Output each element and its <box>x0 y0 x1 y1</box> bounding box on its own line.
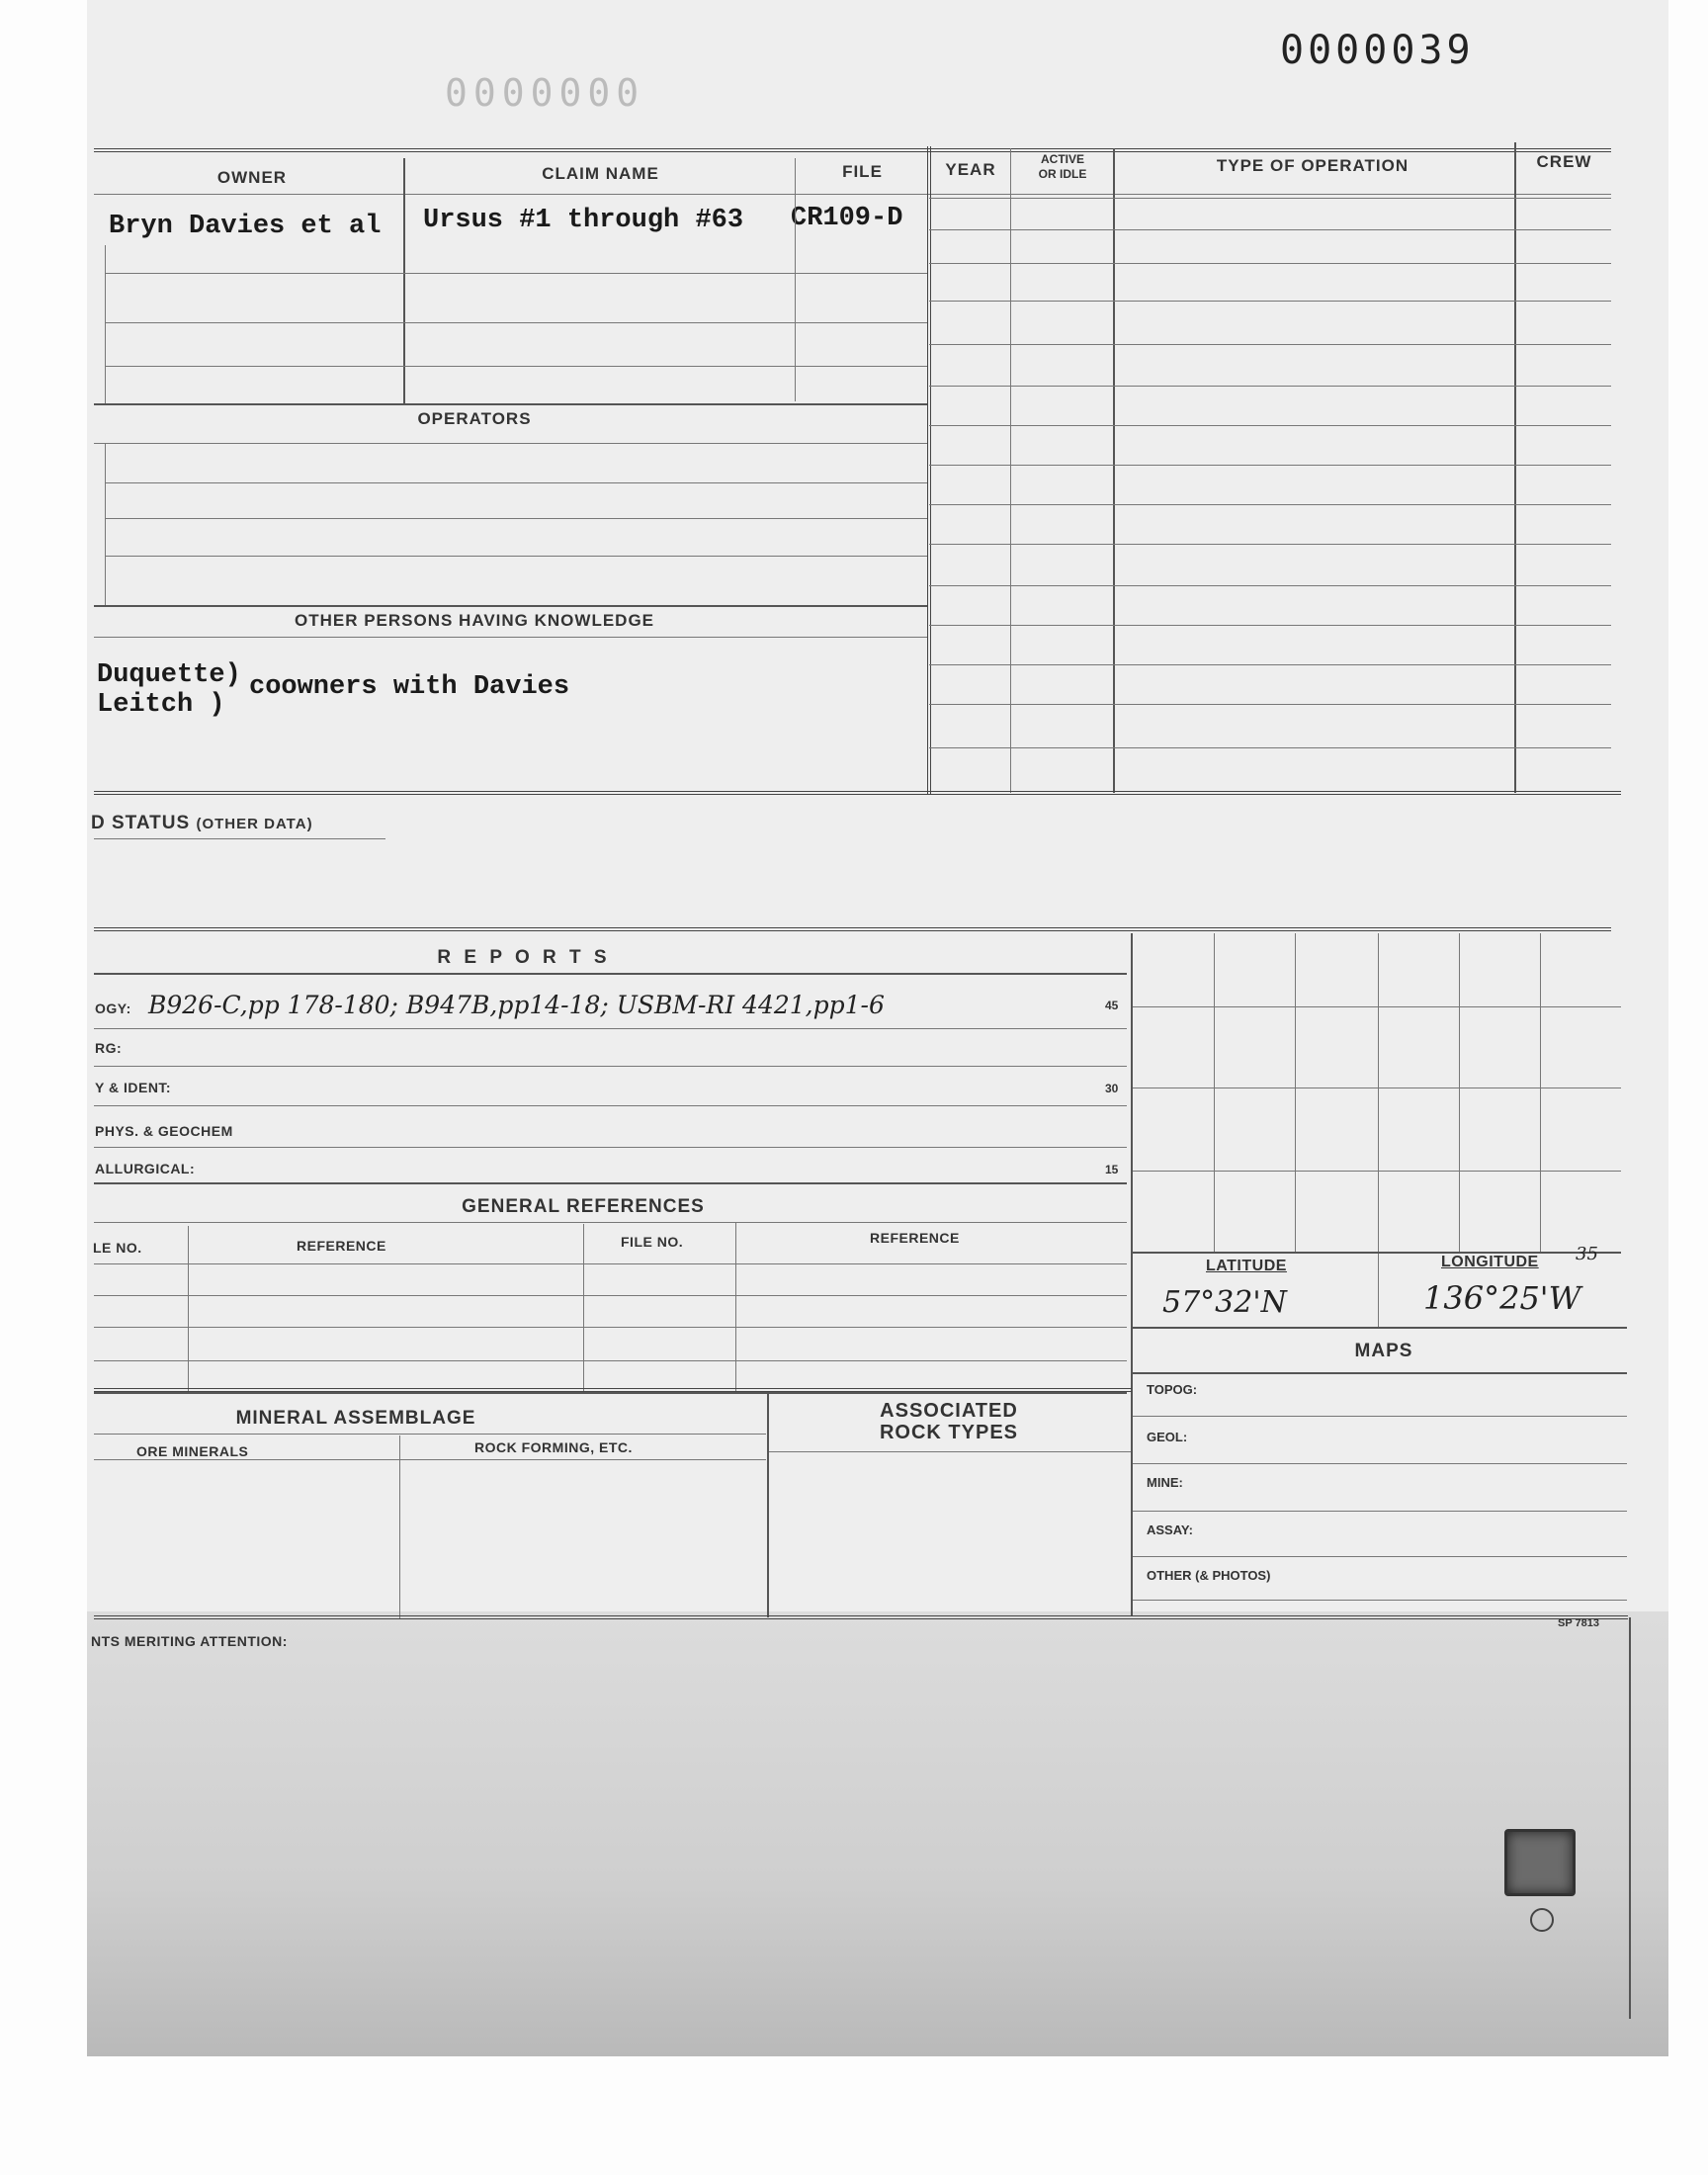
row-rule <box>929 747 1611 748</box>
file-value: CR109-D <box>791 204 903 233</box>
col-divider <box>1113 148 1115 793</box>
maps-assay-label: ASSAY: <box>1147 1522 1193 1537</box>
gen-ref-col-file-no: LE NO. <box>93 1240 142 1256</box>
row-rule <box>929 664 1611 665</box>
section-rule <box>94 791 1621 795</box>
row-rule <box>94 1066 1127 1067</box>
row-rule <box>1133 1416 1627 1417</box>
status-header-text: D STATUS <box>91 813 191 833</box>
grid-border <box>1131 933 1133 1615</box>
general-references-header: GENERAL REFERENCES <box>462 1196 705 1217</box>
col-divider <box>188 1226 189 1394</box>
row-rule <box>1133 1463 1627 1464</box>
row-rule <box>94 1105 1127 1106</box>
assoc-line-2: ROCK TYPES <box>879 1422 1019 1443</box>
row-rule <box>105 482 927 483</box>
section-rule <box>94 1388 1132 1392</box>
row-rule <box>94 403 927 405</box>
row-rule <box>929 585 1611 586</box>
operators-header: OPERATORS <box>417 409 532 428</box>
col-divider <box>927 146 931 795</box>
report-label-assay: Y & IDENT: <box>95 1080 172 1095</box>
maps-mine-label: MINE: <box>1147 1475 1183 1490</box>
row-rule <box>94 1182 1127 1184</box>
scanned-shading <box>87 1611 1668 2056</box>
report-label-geophys: PHYS. & GEOCHEM <box>95 1123 233 1139</box>
owner-value: Bryn Davies et al <box>109 212 382 241</box>
ore-minerals-header: ORE MINERALS <box>136 1443 249 1459</box>
coowners-note: coowners with Davies <box>249 672 570 702</box>
row-rule <box>94 1028 1127 1029</box>
row-rule <box>929 465 1611 466</box>
grid-line <box>1214 933 1215 1254</box>
longitude-note: 35 <box>1576 1244 1598 1264</box>
row-rule <box>1133 1511 1627 1512</box>
row-rule <box>94 1434 766 1435</box>
col-divider <box>399 1436 400 1619</box>
status-header <box>91 813 313 834</box>
row-rule <box>94 973 1127 975</box>
row-rule <box>94 637 927 638</box>
active-header-bottom: OR IDLE <box>1038 167 1087 181</box>
row-rule <box>105 518 927 519</box>
crew-header: CREW <box>1536 152 1592 171</box>
status-subheader: (OTHER DATA) <box>196 816 313 832</box>
grid-line <box>1133 1006 1621 1007</box>
gen-ref-col-file-no-2: FILE NO. <box>621 1234 684 1250</box>
maps-other-label: OTHER (& PHOTOS) <box>1147 1568 1271 1583</box>
col-divider <box>1010 148 1011 793</box>
scale-label: 45 <box>1105 999 1119 1012</box>
gen-ref-col-reference-2: REFERENCE <box>870 1230 960 1246</box>
col-divider <box>105 443 106 605</box>
report-label-metallurgical: ALLURGICAL: <box>95 1161 196 1176</box>
maps-geol-label: GEOL: <box>1147 1430 1188 1444</box>
scale-label: 30 <box>1105 1082 1119 1095</box>
claim-name-value: Ursus #1 through #63 <box>423 206 744 235</box>
other-person-leitch: Leitch ) <box>97 690 225 720</box>
right-edge <box>1629 1617 1631 2019</box>
grid-line <box>1459 933 1460 1254</box>
points-meriting-attention-label: NTS MERITING ATTENTION: <box>91 1633 288 1649</box>
grid-line <box>1133 1252 1621 1254</box>
document-number-stamp: 0000039 <box>1280 28 1475 73</box>
faint-number-stamp: 0000000 <box>445 71 645 115</box>
row-rule <box>94 1295 1127 1296</box>
row-rule <box>929 386 1611 387</box>
grid-line <box>1295 933 1296 1254</box>
row-rule <box>94 605 927 607</box>
row-rule <box>1133 1556 1627 1557</box>
other-person-duquette: Duquette) <box>97 660 241 690</box>
row-rule <box>94 1392 1127 1394</box>
claim-name-header: CLAIM NAME <box>542 164 659 183</box>
row-rule <box>105 556 927 557</box>
row-rule <box>94 1222 1127 1223</box>
longitude-header: LONGITUDE <box>1441 1254 1539 1270</box>
longitude-value: 136°25'W <box>1423 1279 1581 1317</box>
grid-line <box>1133 1171 1621 1172</box>
row-rule <box>929 704 1611 705</box>
section-rule <box>94 1615 1628 1619</box>
row-rule <box>105 273 927 274</box>
row-rule <box>94 1147 1127 1148</box>
row-rule <box>94 1459 766 1460</box>
punch-hole <box>1530 1908 1554 1932</box>
row-rule <box>94 1360 1127 1361</box>
binder-tag <box>1504 1829 1576 1896</box>
row-rule <box>769 1451 1131 1452</box>
row-rule <box>105 322 927 323</box>
type-of-operation-header: TYPE OF OPERATION <box>1216 156 1409 175</box>
section-rule <box>94 927 1611 931</box>
row-rule <box>929 301 1611 302</box>
latitude-value: 57°32'N <box>1162 1285 1287 1320</box>
row-rule <box>929 229 1611 230</box>
row-rule <box>1133 1600 1627 1601</box>
row-rule <box>929 544 1611 545</box>
latitude-header: LATITUDE <box>1206 1258 1287 1274</box>
mineral-assemblage-header: MINERAL ASSEMBLAGE <box>235 1408 476 1429</box>
rock-forming-header: ROCK FORMING, ETC. <box>474 1439 633 1455</box>
report-label-mining: RG: <box>95 1040 123 1056</box>
status-rule <box>94 838 385 839</box>
row-rule <box>94 443 927 444</box>
col-divider <box>767 1392 769 1617</box>
associated-rock-types-header <box>811 1400 1087 1443</box>
grid-line <box>1378 933 1379 1329</box>
row-rule <box>929 198 1611 199</box>
grid-line <box>1540 933 1541 1254</box>
row-rule <box>1133 1327 1627 1329</box>
active-header-top: ACTIVE <box>1040 152 1084 166</box>
scale-label: 15 <box>1105 1163 1119 1176</box>
year-header: YEAR <box>945 160 996 179</box>
report-label-geology: OGY: <box>95 1000 131 1016</box>
maps-topog-label: TOPOG: <box>1147 1382 1198 1397</box>
row-rule <box>929 425 1611 426</box>
row-rule <box>1133 1372 1627 1374</box>
report-value-geology: B926-C,pp 178-180; B947B,pp14-18; USBM-RI 4421,pp1-6 <box>148 991 885 1019</box>
row-rule <box>94 1327 1127 1328</box>
row-rule <box>929 263 1611 264</box>
owner-header: OWNER <box>216 168 288 187</box>
maps-header: MAPS <box>1354 1341 1413 1361</box>
col-divider <box>105 245 106 405</box>
file-header: FILE <box>842 162 883 181</box>
row-rule <box>929 625 1611 626</box>
other-persons-header: OTHER PERSONS HAVING KNOWLEDGE <box>294 611 655 630</box>
row-rule <box>105 366 927 367</box>
col-divider <box>735 1222 736 1392</box>
header-rule <box>94 194 1611 195</box>
col-divider <box>583 1224 584 1394</box>
row-rule <box>94 1263 1127 1264</box>
form-code: SP 7813 <box>1558 1617 1600 1629</box>
assoc-line-1: ASSOCIATED <box>880 1400 1018 1422</box>
reports-header: R E P O R T S <box>437 947 611 968</box>
top-border <box>94 148 1611 152</box>
row-rule <box>929 504 1611 505</box>
col-divider <box>1514 142 1516 793</box>
row-rule <box>929 344 1611 345</box>
gen-ref-col-reference: REFERENCE <box>297 1238 386 1254</box>
